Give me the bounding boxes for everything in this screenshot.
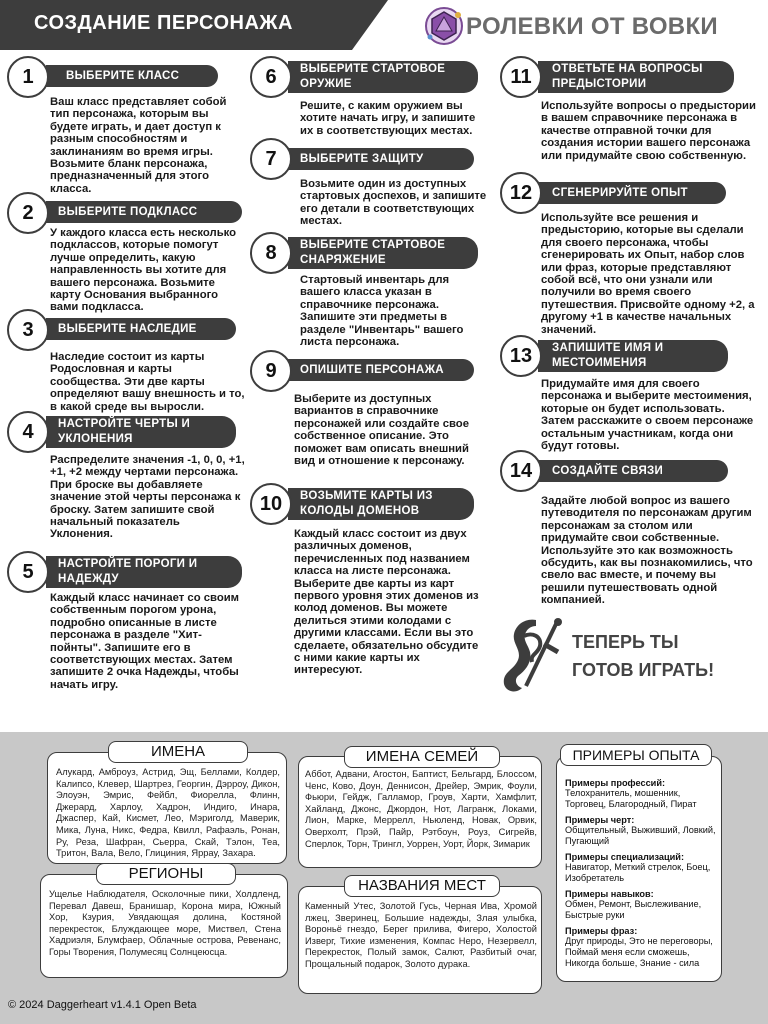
experience-head-5: Примеры фраз: <box>565 926 638 936</box>
page-title: СОЗДАНИЕ ПЕРСОНАЖА <box>34 12 293 34</box>
step-12-number: 12 <box>500 172 542 214</box>
experience-title: ПРИМЕРЫ ОПЫТА <box>560 744 712 766</box>
experience-head-1: Примеры профессий: <box>565 778 666 788</box>
ready-text <box>572 628 714 684</box>
step-4-text: Распределите значения -1, 0, 0, +1, +1, +2 между чертами персонажа. При броске вы добавляете значение этой черты персонажа к броску. Затем запишите свой начальный показатель Уклонения. <box>50 454 245 541</box>
header <box>0 0 768 50</box>
step-1-title: ВЫБЕРИТЕ КЛАСС <box>46 65 218 87</box>
step-10-text: Каждый класс состоит из двух различных доменов, перечисленных под названием класса на листе персонажа. Выберите две карты из карт первого уровня этих доменов из колод доменов. Вы можете делиться этими колодами с другими классами. Если вы это сделаете, обязательно обсудите с ними какие карты их интересуют. <box>294 528 479 677</box>
step-1-number: 1 <box>7 56 49 98</box>
names-box <box>47 752 287 864</box>
step-12-text: Используйте все решения и предысторию, которые вы сделали для своего персонажа, чтобы сгенерировать их Опыт, набор слов или фраз, которые представляют собой всё, что они узнали или получили во время своего путешествия. Присвойте одному +2, а другому +1 в качестве начальных значений. <box>541 212 755 336</box>
step-2-text: У каждого класса есть несколько подклассов, которые помогут лучше определить, какую направленность вы хотите для вашего персонажа. Возьмите карту Основания выбранного вами подкласса. <box>50 227 237 314</box>
step-12-title: СГЕНЕРИРУЙТЕ ОПЫТ <box>538 182 726 204</box>
step-7-text: Возьмите один из доступных стартовых доспехов, и запишите его детали в соответствующих местах. <box>300 178 487 228</box>
families-box <box>298 756 542 868</box>
step-7-number: 7 <box>250 138 292 180</box>
step-7-title: ВЫБЕРИТЕ ЗАЩИТУ <box>288 148 474 170</box>
step-8-number: 8 <box>250 232 292 274</box>
places-text: Каменный Утес, Золотой Гусь, Черная Ива, Хромой лжец, Зверинец, Большие надежды, Злая улыбка, Вороньё гнездо, Берег прилива, Фигеро, Холостой Изверг, Тихие изменения, Компас Неро, Незервелл, Перекресток, Полый замок, Салют, Разбитый очаг, Прощальный подарок, Золото дурака. <box>305 901 537 969</box>
step-6-text: Решите, с каким оружием вы хотите начать игру, и запишите их в соответствующих местах. <box>300 100 476 137</box>
regions-box <box>40 874 288 978</box>
experience-text-4: Обмен, Ремонт, Выслеживание, Быстрые руки <box>565 899 702 920</box>
step-9-number: 9 <box>250 350 292 392</box>
step-2-number: 2 <box>7 192 49 234</box>
names-text: Алукард, Амброуз, Астрид, Эщ, Беллами, Колдер, Калипсо, Клевер, Шартрез, Георгин, Дэрроу, Дикон, Элоуэн, Эмрис, Фейбл, Фиорелла, Флинн, Джерард, Харлоу, Хадрон, Индиго, Инара, Джаспер, Кай, Кисмет, Лео, Мэриголд, Маверик, Мика, Луна, Никс, Федра, Квилл, Рафаэль, Ронан, Ру, Реза, Шафран, Сьерра, Скай, Тэлон, Теа, Тритон, Вала, Вело, Глициния, Яррау, Захара. <box>56 767 280 859</box>
step-4-title: НАСТРОЙТЕ ЧЕРТЫ И УКЛОНЕНИЯ <box>46 416 236 448</box>
experience-text-3: Навигатор, Меткий стрелок, Боец, Изобретатель <box>565 862 711 883</box>
experience-head-3: Примеры специализаций: <box>565 852 684 862</box>
step-1-text: Ваш класс представляет собой тип персонажа, которым вы будете играть, и дает доступ к разным способностям и заклинаниям во время игры. Возьмите бланк персонажа, предназначенный для этого класса. <box>50 96 227 195</box>
step-14-number: 14 <box>500 450 542 492</box>
step-9-text: Выберите из доступных вариантов в справочнике персонажей или создайте свое собственное описание. Это поможет вам описать внешний вид и отношение к персонажу. <box>294 393 469 468</box>
step-6-title: ВЫБЕРИТЕ СТАРТОВОЕ ОРУЖИЕ <box>288 61 478 93</box>
step-13-text: Придумайте имя для своего персонажа и выберите местоимения, которые он будет использовать. Затем расскажите о своем персонаже остальным участникам, когда они будут готовы. <box>541 378 754 453</box>
families-title: ИМЕНА СЕМЕЙ <box>344 746 500 768</box>
step-11-text: Используйте вопросы о предыстории в вашем справочнике персонажа в качестве отправной точки для создания истории вашего персонажа или придумайте свою собственную. <box>541 100 756 162</box>
step-13-title: ЗАПИШИТЕ ИМЯ И МЕСТОИМЕНИЯ <box>538 340 728 372</box>
experience-text-2: Общительный, Выживший, Ловкий, Пугающий <box>565 825 716 846</box>
step-11-title: ОТВЕТЬТЕ НА ВОПРОСЫ ПРЕДЫСТОРИИ <box>538 61 734 93</box>
experience-text-5: Друг природы, Это не переговоры, Поймай меня если сможешь, Никогда больше, Знание - сила <box>565 936 713 968</box>
step-5-text: Каждый класс начинает со своим собственным порогом урона, подробно описанные в листе персонажа в разделе "Хит-пойнты". Запишите его в соответствующих местах. Затем запишите 2 очка Надежды, чтобы начать игру. <box>50 592 240 691</box>
step-8-title: ВЫБЕРИТЕ СТАРТОВОЕ СНАРЯЖЕНИЕ <box>288 237 478 269</box>
experience-list <box>565 773 717 969</box>
step-9-title: ОПИШИТЕ ПЕРСОНАЖА <box>288 359 474 381</box>
step-5-title: НАСТРОЙТЕ ПОРОГИ И НАДЕЖДУ <box>46 556 242 588</box>
step-11-number: 11 <box>500 56 542 98</box>
step-10-number: 10 <box>250 483 292 525</box>
dragon-sword-icon <box>496 614 568 698</box>
step-14-title: СОЗДАЙТЕ СВЯЗИ <box>538 460 728 482</box>
experience-box <box>556 756 722 982</box>
ready-line-2: ГОТОВ ИГРАТЬ! <box>572 660 715 680</box>
step-6-number: 6 <box>250 56 292 98</box>
step-2-title: ВЫБЕРИТЕ ПОДКЛАСС <box>46 201 242 223</box>
step-10-title: ВОЗЬМИТЕ КАРТЫ ИЗ КОЛОДЫ ДОМЕНОВ <box>288 488 474 520</box>
logo <box>424 6 734 46</box>
ready-banner <box>496 614 758 698</box>
ready-line-1: ТЕПЕРЬ ТЫ <box>572 632 679 652</box>
step-3-text: Наследие состоит из карты Родословная и карты сообщества. Эти две карты определяют вашу внешность и то, в какой среде вы выросли. <box>50 351 245 413</box>
step-5-number: 5 <box>7 551 49 593</box>
d20-logo-icon <box>424 6 464 46</box>
experience-text-1: Телохранитель, мошенник, Торговец, Благородный, Пират <box>565 788 697 809</box>
experience-head-4: Примеры навыков: <box>565 889 654 899</box>
step-14-text: Задайте любой вопрос из вашего путеводителя по персонажам другим персонажам за столом или придумайте свои собственные. Используйте это как возможность обсудить, как вы познакомились, что свело вас вместе, и почему вы решили путешествовать одной компанией. <box>541 495 753 607</box>
places-box <box>298 886 542 994</box>
experience-head-2: Примеры черт: <box>565 815 635 825</box>
step-8-text: Стартовый инвентарь для вашего класса указан в справочнике персонажа. Запишите эти предметы в разделе "Инвентарь" вашего листа персонажа. <box>300 274 464 349</box>
logo-text: РОЛЕВКИ ОТ ВОВКИ <box>466 13 718 40</box>
families-text: Аббот, Адвани, Агостон, Баптист, Бельгард, Блоссом, Ченс, Ково, Доун, Деннисон, Дрейер, Эмрик, Фоули, Фьюри, Гейдж, Галламор, Гроув, Харти, Хамфлит, Хайланд, Джонс, Джордон, Нот, Лагранж, Локами, Лион, Марке, Меррелл, Ньюленд, Новак, Орвик, Оверхолт, Прэй, Пайр, Рэтбоун, Роуз, Сигрейв, Сперлок, Торн, Трингл, Уоррен, Уорт, Йорк, Зимарик <box>305 769 537 849</box>
step-3-number: 3 <box>7 309 49 351</box>
places-title: НАЗВАНИЯ МЕСТ <box>344 875 500 897</box>
regions-title: РЕГИОНЫ <box>96 863 236 885</box>
copyright-footer: © 2024 Daggerheart v1.4.1 Open Beta <box>8 999 197 1011</box>
step-4-number: 4 <box>7 411 49 453</box>
regions-text: Ущелье Наблюдателя, Осколочные пики, Холдленд, Перевал Давеш, Бранишар, Корона мира, Южный Хор, Кзурия, Увядающая долина, Костяной перекресток, Блуждающее море, Миствел, Стена Хадриэля, Блумфаер, Облачные острова, Ревенанс, Горы Творения, Полумесяц Солнцеюсца. <box>49 889 281 957</box>
step-13-number: 13 <box>500 335 542 377</box>
names-title: ИМЕНА <box>108 741 248 763</box>
step-3-title: ВЫБЕРИТЕ НАСЛЕДИЕ <box>46 318 236 340</box>
